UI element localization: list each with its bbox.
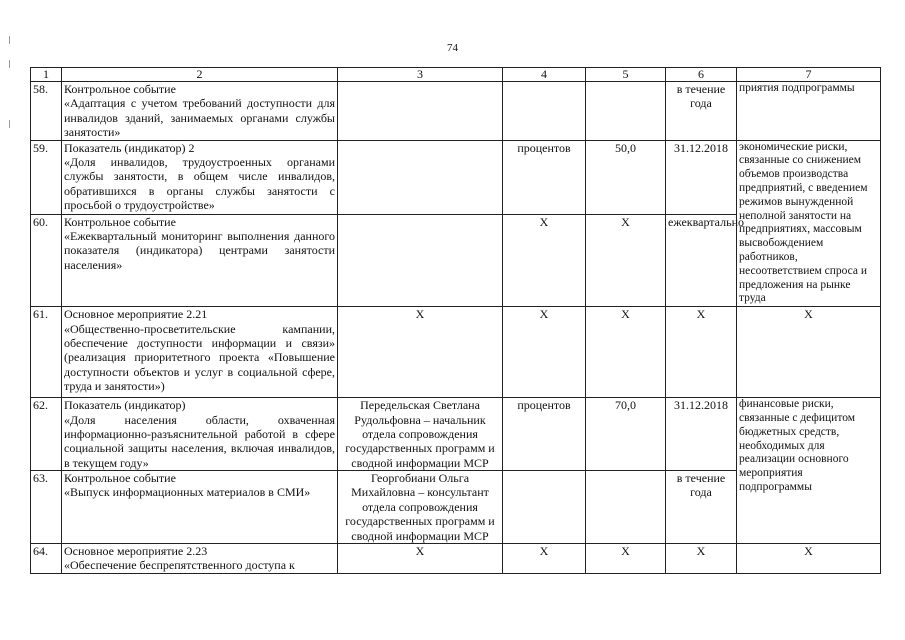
unit-cell — [503, 82, 586, 141]
responsible-cell — [338, 214, 503, 306]
item-title: Контрольное событие — [64, 214, 176, 229]
risk-cell: X — [737, 544, 881, 574]
responsible-cell — [338, 140, 503, 214]
item-cell — [62, 471, 338, 544]
item-description: «Общественно-просветительские кампании, обеспечение доступности информации и связи» (реализация приоритетного проекта «Повышение доступности объектов и услуг в социальной сфере, труда и занятости») — [64, 321, 335, 394]
unit-cell — [503, 471, 586, 544]
row-number: 60. — [31, 214, 62, 306]
header-cell: 1 — [31, 68, 62, 82]
item-cell — [62, 214, 338, 306]
row-number: 59. — [31, 140, 62, 214]
item-title: Основное мероприятие 2.23 — [64, 544, 208, 559]
risk-cell: приятия подпрограммы — [737, 82, 881, 141]
table-row — [31, 544, 881, 574]
item-cell — [62, 544, 338, 574]
value-cell: X — [586, 307, 666, 398]
risk-cell: экономические риски, связанные со снижением объемов производства предприятий, с введением режимов вынужденной неполной занятости на предприятиях, массовым высвобождением работников, несоответствием спроса и предложения на рынке труда — [737, 140, 881, 307]
row-number: 63. — [31, 471, 62, 544]
value-cell: X — [586, 214, 666, 306]
margin-mark — [9, 60, 10, 68]
item-cell — [62, 140, 338, 214]
unit-cell: X — [503, 307, 586, 398]
item-description: «Выпуск информационных материалов в СМИ» — [64, 485, 311, 500]
value-cell — [586, 82, 666, 141]
risk-cell: финансовые риски, связанные с дефицитом бюджетных средств, необходимых для реализации основного мероприятия подпрограммы — [737, 398, 881, 544]
item-description: «Доля населения области, охваченная информационно-разъяснительной работой в сфере социальной защиты населения, включая инвалидов, в текущем году» — [64, 412, 335, 470]
margin-mark — [9, 120, 10, 128]
header-cell: 6 — [666, 68, 737, 82]
table-row — [31, 140, 881, 214]
row-number: 61. — [31, 307, 62, 398]
item-title: Показатель (индикатор) 2 — [64, 140, 195, 155]
responsible-cell: X — [338, 544, 503, 574]
header-cell: 3 — [338, 68, 503, 82]
table-row — [31, 82, 881, 141]
page-number: 74 — [447, 42, 458, 54]
term-cell: X — [666, 307, 737, 398]
item-cell — [62, 398, 338, 471]
header-cell: 7 — [737, 68, 881, 82]
unit-cell: процентов — [503, 398, 586, 471]
item-description: «Обеспечение беспрепятственного доступа к — [64, 558, 295, 573]
program-table — [30, 67, 881, 574]
term-cell: в течение года — [666, 82, 737, 141]
value-cell: X — [586, 544, 666, 574]
item-cell — [62, 82, 338, 141]
term-cell: в течение года — [666, 471, 737, 544]
responsible-cell: Георгобиани Ольга Михайловна – консультант отдела сопровождения государственных программ и сводной информации МСР — [338, 471, 503, 544]
row-number: 64. — [31, 544, 62, 574]
header-row — [31, 68, 881, 82]
item-description: «Доля инвалидов, трудоустроенных органами службы занятости, в общем числе инвалидов, обратившихся в органы службы занятости с просьбой о трудоустройстве» — [64, 154, 335, 213]
value-cell — [586, 471, 666, 544]
responsible-cell — [338, 82, 503, 141]
unit-cell: X — [503, 544, 586, 574]
term-cell: 31.12.2018 — [666, 398, 737, 471]
item-description: «Адаптация с учетом требований доступности для инвалидов зданий, занимаемых органами службы занятости» — [64, 96, 335, 140]
term-cell: ежеквартально — [666, 214, 737, 306]
unit-cell: процентов — [503, 140, 586, 214]
item-cell — [62, 307, 338, 398]
item-title: Показатель (индикатор) — [64, 398, 186, 413]
header-cell: 5 — [586, 68, 666, 82]
row-number: 62. — [31, 398, 62, 471]
item-title: Контрольное событие — [64, 471, 176, 486]
responsible-cell: X — [338, 307, 503, 398]
header-cell: 4 — [503, 68, 586, 82]
term-cell: X — [666, 544, 737, 574]
item-title: Основное мероприятие 2.21 — [64, 307, 208, 322]
item-title: Контрольное событие — [64, 82, 176, 96]
row-number: 58. — [31, 82, 62, 141]
value-cell: 70,0 — [586, 398, 666, 471]
item-description: «Ежеквартальный мониторинг выполнения данного показателя (индикатора) центрами занятости населения» — [64, 229, 335, 272]
risk-cell: X — [737, 307, 881, 398]
table-row — [31, 398, 881, 471]
term-cell: 31.12.2018 — [666, 140, 737, 214]
unit-cell: X — [503, 214, 586, 306]
responsible-cell: Передельская Светлана Рудольфовна – начальник отдела сопровождения государственных программ и сводной информации МСР — [338, 398, 503, 471]
header-cell: 2 — [62, 68, 338, 82]
table-row — [31, 307, 881, 398]
value-cell: 50,0 — [586, 140, 666, 214]
